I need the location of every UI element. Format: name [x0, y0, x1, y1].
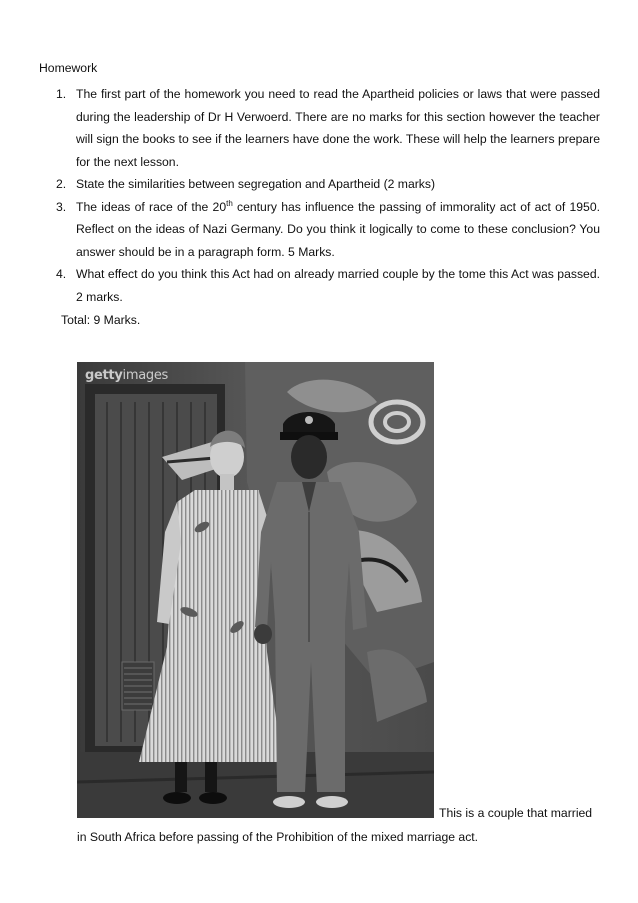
item-number: 3.: [56, 199, 67, 214]
item-text-start: The ideas of race of the 20: [76, 199, 227, 214]
item-text: The first part of the homework you need to read the Apartheid policies or laws that were passed during the leadership of Dr H Verwoerd. There are no marks for this section however the teacher will sign the books to see if the learners have done the work. These will help the learners prepare for the next lesson.: [76, 87, 600, 169]
list-item: [53, 173, 600, 196]
item-text-rest: century has influence the passing of immorality act of act of 1950. Reflect on the ideas of Nazi Germany. Do you think it logically to come to these conclusion? You answer should be in a paragraph form. 5 Marks.: [76, 199, 600, 259]
list-item: [53, 83, 600, 173]
item-number: 4.: [56, 267, 67, 281]
homework-heading: Homework: [39, 61, 98, 75]
photo-caption-line2: in South Africa before passing of the Prohibition of the mixed marriage act.: [77, 830, 479, 844]
photo-caption-line1: This is a couple that married: [439, 806, 593, 820]
couple-photo-illustration: [77, 362, 434, 818]
total-marks: Total: 9 Marks.: [61, 313, 141, 327]
item-number: 2.: [56, 177, 67, 191]
list-item: [53, 196, 600, 264]
item-text: State the similarities between segregation and Apartheid (2 marks): [76, 177, 436, 191]
item-text: What effect do you think this Act had on already married couple by the tome this Act was passed. 2 marks.: [76, 267, 600, 304]
getty-images-watermark: gettyimages: [85, 368, 168, 383]
couple-photo: [77, 362, 434, 818]
question-list: [53, 83, 600, 308]
ordinal-suffix: th: [226, 198, 233, 208]
list-item: [53, 263, 600, 308]
item-number: 1.: [56, 87, 67, 101]
